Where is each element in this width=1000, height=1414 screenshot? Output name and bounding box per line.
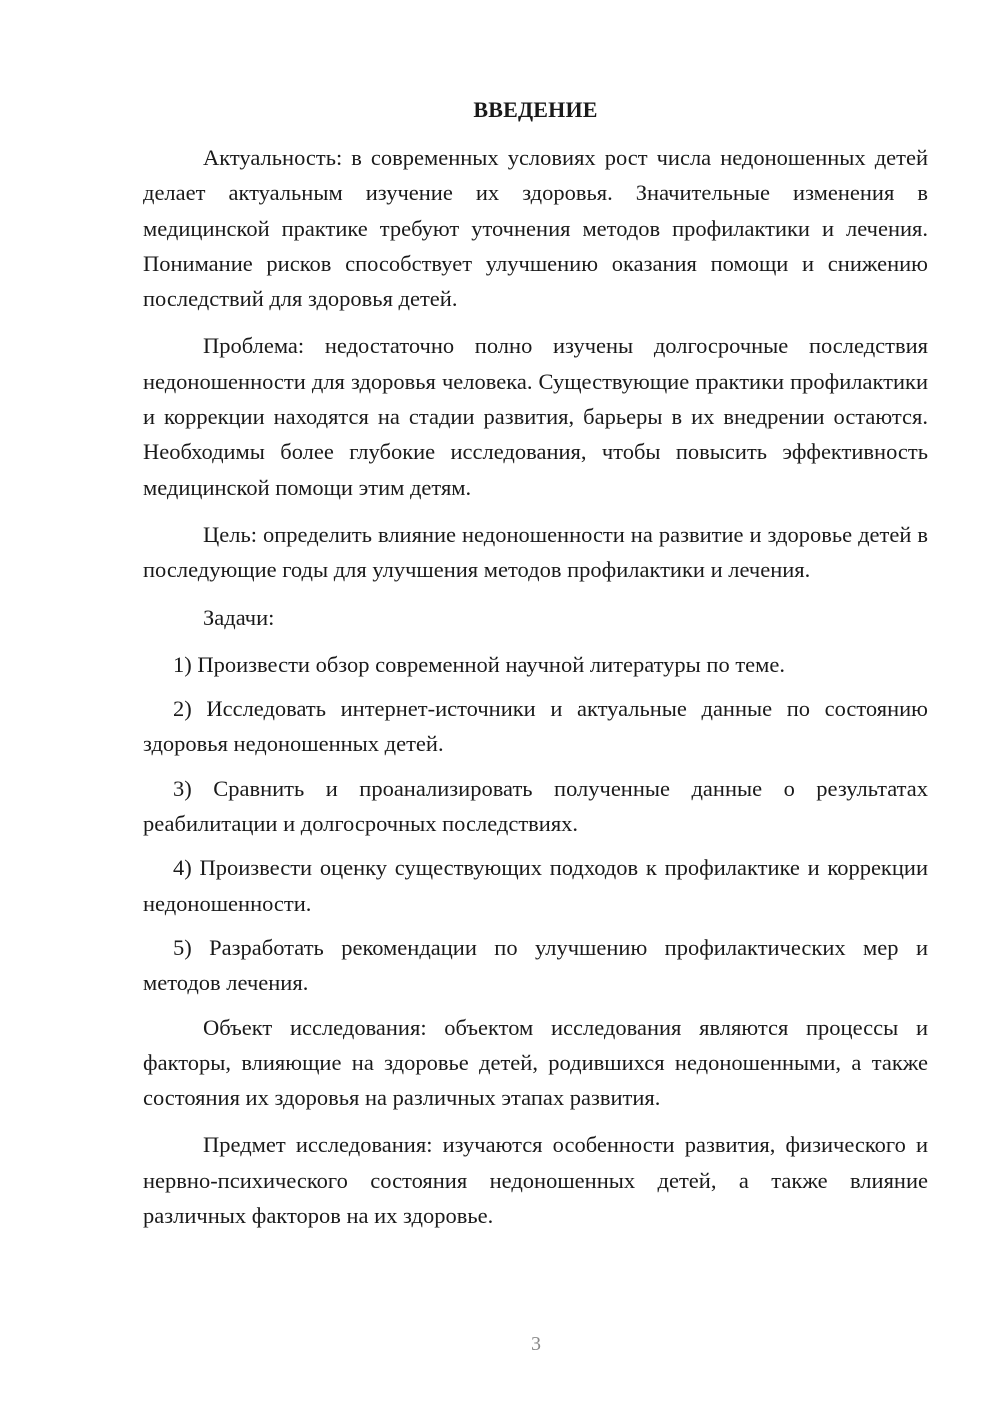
section-title: ВВЕДЕНИЕ (473, 97, 598, 122)
paragraph-relevance: Актуальность: в современных условиях рост числа недоношенных детей делает актуальным изучение их здоровья. Значительные изменения в медицинской практике требуют уточнения методов профилактики и лечения. Понимание рисков способствует улучшению оказания помощи и снижению последствий для здоровья детей. (143, 145, 928, 312)
paragraph-tasks-heading: Задачи: (203, 604, 275, 630)
paragraph-object: Объект исследования: объектом исследования являются процессы и факторы, влияющие на здоровье детей, родившихся недоношенными, а также состояния их здоровья на различных этапах развития. (143, 1014, 928, 1111)
page-content (143, 92, 928, 1245)
task-item-2: 2) Исследовать интернет-источники и актуальные данные по состоянию здоровья недоношенных детей. (143, 696, 928, 757)
paragraph-problem: Проблема: недостаточно полно изучены долгосрочные последствия недоношенности для здоровья человека. Существующие практики профилактики и коррекции находятся на стадии развития, барьеры в их внедрении остаются. Необходимы более глубокие исследования, чтобы повысить эффективность медицинской помощи этим детям. (143, 333, 928, 500)
task-item-4: 4) Произвести оценку существующих подходов к профилактике и коррекции недоношенности. (143, 855, 928, 916)
paragraph-goal: Цель: определить влияние недоношенности на развитие и здоровье детей в последующие годы для улучшения методов профилактики и лечения. (143, 521, 928, 583)
task-item-5: 5) Разработать рекомендации по улучшению профилактических мер и методов лечения. (143, 934, 928, 996)
task-item-1: 1) Произвести обзор современной научной литературы по теме. (173, 651, 785, 677)
page-number: 3 (531, 1333, 541, 1355)
task-item-3: 3) Сравнить и проанализировать полученные данные о результатах реабилитации и долгосрочных последствиях. (143, 775, 928, 837)
paragraph-subject: Предмет исследования: изучаются особенности развития, физического и нервно-психического состояния недоношенных детей, а также влияние различных факторов на их здоровье. (143, 1132, 928, 1229)
